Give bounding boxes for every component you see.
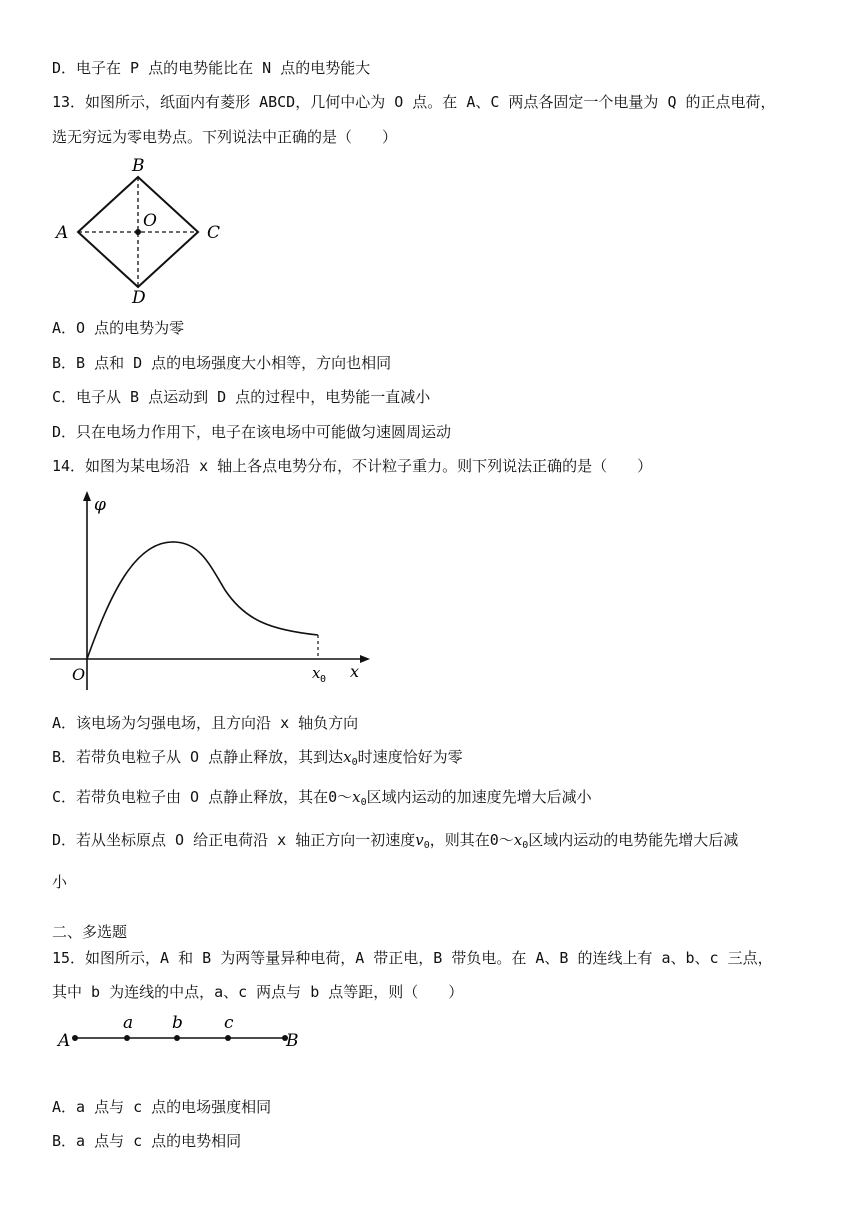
label-C: C (207, 223, 221, 243)
q12-option-d: D．电子在 P 点的电势能比在 N 点的电势能大 (52, 59, 371, 77)
origin-label: O (72, 665, 86, 684)
label-charge-B: B (286, 1031, 299, 1051)
axis-phi-label: φ (94, 495, 106, 515)
q15-option-a: A．a 点与 c 点的电场强度相同 (52, 1098, 272, 1116)
q14-option-a: A．该电场为匀强电场，且方向沿 x 轴负方向 (52, 714, 359, 732)
label-A: A (56, 223, 69, 243)
q15-stem-line1: 15．如图所示，A 和 B 为两等量异种电荷，A 带正电，B 带负电。在 A、B 的连线上有 a、b、c 三点， (52, 949, 773, 967)
x0-subscript: 0 (320, 674, 327, 685)
x0-label: x (312, 664, 321, 682)
q14-option-d-continued: 小 (52, 873, 68, 891)
axis-x-label: x (350, 662, 360, 681)
label-point-a: a (123, 1013, 134, 1033)
q14-option-c: C．若带负电粒子由 O 点静止释放，其在$0\sim x_0$区域内运动的加速度先增大后减小 (52, 788, 592, 808)
q13-rhombus-figure (50, 155, 240, 310)
label-charge-A: A (58, 1031, 71, 1051)
label-O: O (143, 211, 157, 231)
q13-stem-line1: 13．如图所示，纸面内有菱形 ABCD，几何中心为 O 点。在 A、C 两点各固定一个电量为 Q 的正点电荷， (52, 93, 776, 111)
q13-option-c: C．电子从 B 点运动到 D 点的过程中，电势能一直减小 (52, 388, 431, 406)
label-point-c: c (224, 1013, 234, 1033)
q15-line-figure (50, 1010, 310, 1060)
q13-option-a: A．O 点的电势为零 (52, 319, 185, 337)
q14-option-d: D．若从坐标原点 O 给正电荷沿 x 轴正方向一初速度$v_0$，则其在$0\sim x_0$区域内运动的电势能先增大后减 (52, 831, 739, 851)
q14-stem: 14．如图为某电场沿 x 轴上各点电势分布，不计粒子重力。则下列说法正确的是（ ） (52, 457, 653, 475)
label-B: B (132, 156, 145, 176)
section-heading-multi-choice: 二、多选题 (52, 923, 128, 941)
q13-option-b: B．B 点和 D 点的电场强度大小相等，方向也相同 (52, 354, 392, 372)
q14-potential-graph (50, 485, 380, 690)
q15-option-b: B．a 点与 c 点的电势相同 (52, 1132, 242, 1150)
q13-option-d: D．只在电场力作用下，电子在该电场中可能做匀速圆周运动 (52, 423, 452, 441)
q15-stem-line2: 其中 b 为连线的中点，a、c 两点与 b 点等距，则（ ） (52, 983, 464, 1001)
label-D: D (132, 288, 146, 308)
label-point-b: b (172, 1013, 183, 1033)
q14-option-b: B．若带负电粒子从 O 点静止释放，其到达$x_0$时速度恰好为零 (52, 748, 463, 768)
q13-stem-line2: 选无穷远为零电势点。下列说法中正确的是（ ） (52, 128, 398, 146)
